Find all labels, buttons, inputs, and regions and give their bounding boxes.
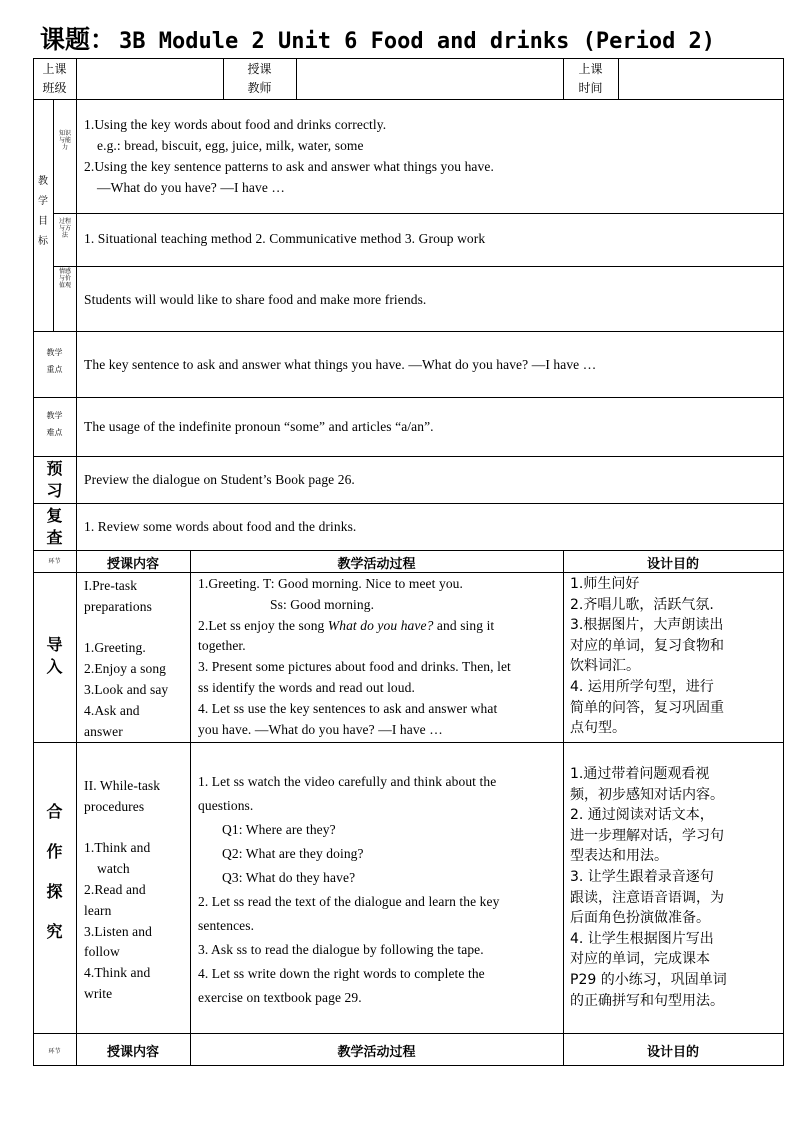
knowledge-label: 知识与能力	[58, 130, 71, 151]
process-column-header: 教学活动过程	[337, 557, 416, 572]
title-text: 3B Module 2 Unit 6 Food and drinks (Period 2)	[119, 29, 716, 54]
content-column-header: 授课内容	[106, 557, 159, 572]
intro-process-line-song: 2.Let ss enjoy the song What do you have? and sing it	[198, 617, 495, 633]
step-column-header-2: 环节	[48, 1048, 61, 1055]
key-point-text: The key sentence to ask and answer what things you have. —What do you have? —I have …	[84, 357, 597, 372]
explore-label: 合 作 探 究	[46, 802, 63, 941]
step-column-header: 环节	[48, 558, 61, 565]
objectives-side-label: 教 学 目 标	[38, 176, 48, 247]
explore-content: II. While-task procedures 1.Think and watch 2.Read and learn 3.Listen and follow 4.Think and write	[84, 778, 161, 1001]
preview-text: Preview the dialogue on Student’s Book page 26.	[84, 472, 355, 487]
emotion-objectives: Students will would like to share food and make more friends.	[84, 292, 427, 307]
content-column-header-2: 授课内容	[106, 1045, 159, 1060]
purpose-column-header-2: 设计目的	[646, 1045, 699, 1060]
explore-process: 1. Let ss watch the video carefully and think about the questions. Q1: Where are they? Q2: What are they doing? Q3: What do they have? 2. Let ss read the text of the dialogue and learn the key sentences. 3. Ask ss to read the dialogue by following the tape. 4. Let ss write down the right words to complete the exercise on textbook page 29.	[198, 774, 500, 1005]
process-column-header-2: 教学活动过程	[337, 1045, 416, 1060]
method-label: 过程与方法	[58, 218, 71, 239]
teacher-label: 授课 教师	[247, 62, 272, 95]
class-label: 上课 班级	[42, 62, 67, 95]
key-point-label: 教学 重点	[46, 348, 63, 374]
time-label: 上课 时间	[578, 62, 603, 95]
lesson-title	[40, 20, 715, 56]
difficulty-label: 教学 难点	[46, 411, 63, 437]
emotion-label: 情感与价值观	[58, 268, 71, 289]
preview-label: 预 习	[46, 459, 63, 500]
review-label: 复 查	[46, 506, 63, 547]
title-prefix: 课题：	[40, 25, 116, 54]
intro-label: 导 入	[46, 635, 63, 676]
method-objectives: 1. Situational teaching method 2. Communicative method 3. Group work	[84, 231, 486, 246]
purpose-column-header: 设计目的	[646, 557, 699, 572]
review-text: 1. Review some words about food and the drinks.	[84, 519, 357, 534]
knowledge-objectives: 1.Using the key words about food and drinks correctly. e.g.: bread, biscuit, egg, juice, milk, water, some 2.Using the key sentence patterns to ask and answer what things you have. —What do you have? —I have …	[84, 117, 494, 195]
intro-process: 1.Greeting. T: Good morning. Nice to meet you. Ss: Good morning. 2.Let ss enjoy the song What do you have? and sing it together. 3. Present some pictures about food and drinks. Then, let ss identify the words and read out loud. 4. Let ss use the key sentences to ask and answer what you have. —What do you have? —I have …	[198, 574, 556, 740]
intro-content: I.Pre-task preparations 1.Greeting. 2.Enjoy a song 3.Look and say 4.Ask and answer	[84, 578, 169, 739]
difficulty-text: The usage of the indefinite pronoun “some” and articles “a/an”.	[84, 419, 434, 434]
explore-purpose: 1.通过带着问题观看视 频，初步感知对话内容。 2. 通过阅读对话文本， 进一步理解对话，学习句 型表达和用法。 3. 让学生跟着录音逐句 跟读，注意语音语调，为 后面角色扮演做准备。 4. 让学生根据图片写出 对应的单词，完成课本 P29 的小练习，巩固单词 的正确拼写和句型用法。	[570, 766, 727, 1009]
intro-purpose: 1.师生问好 2.齐唱儿歌，活跃气氛. 3.根据图片，大声朗读出 对应的单词，复习食物和 饮料词汇。 4. 运用所学句型，进行 简单的问答，复习巩固重 点句型。	[570, 576, 724, 737]
